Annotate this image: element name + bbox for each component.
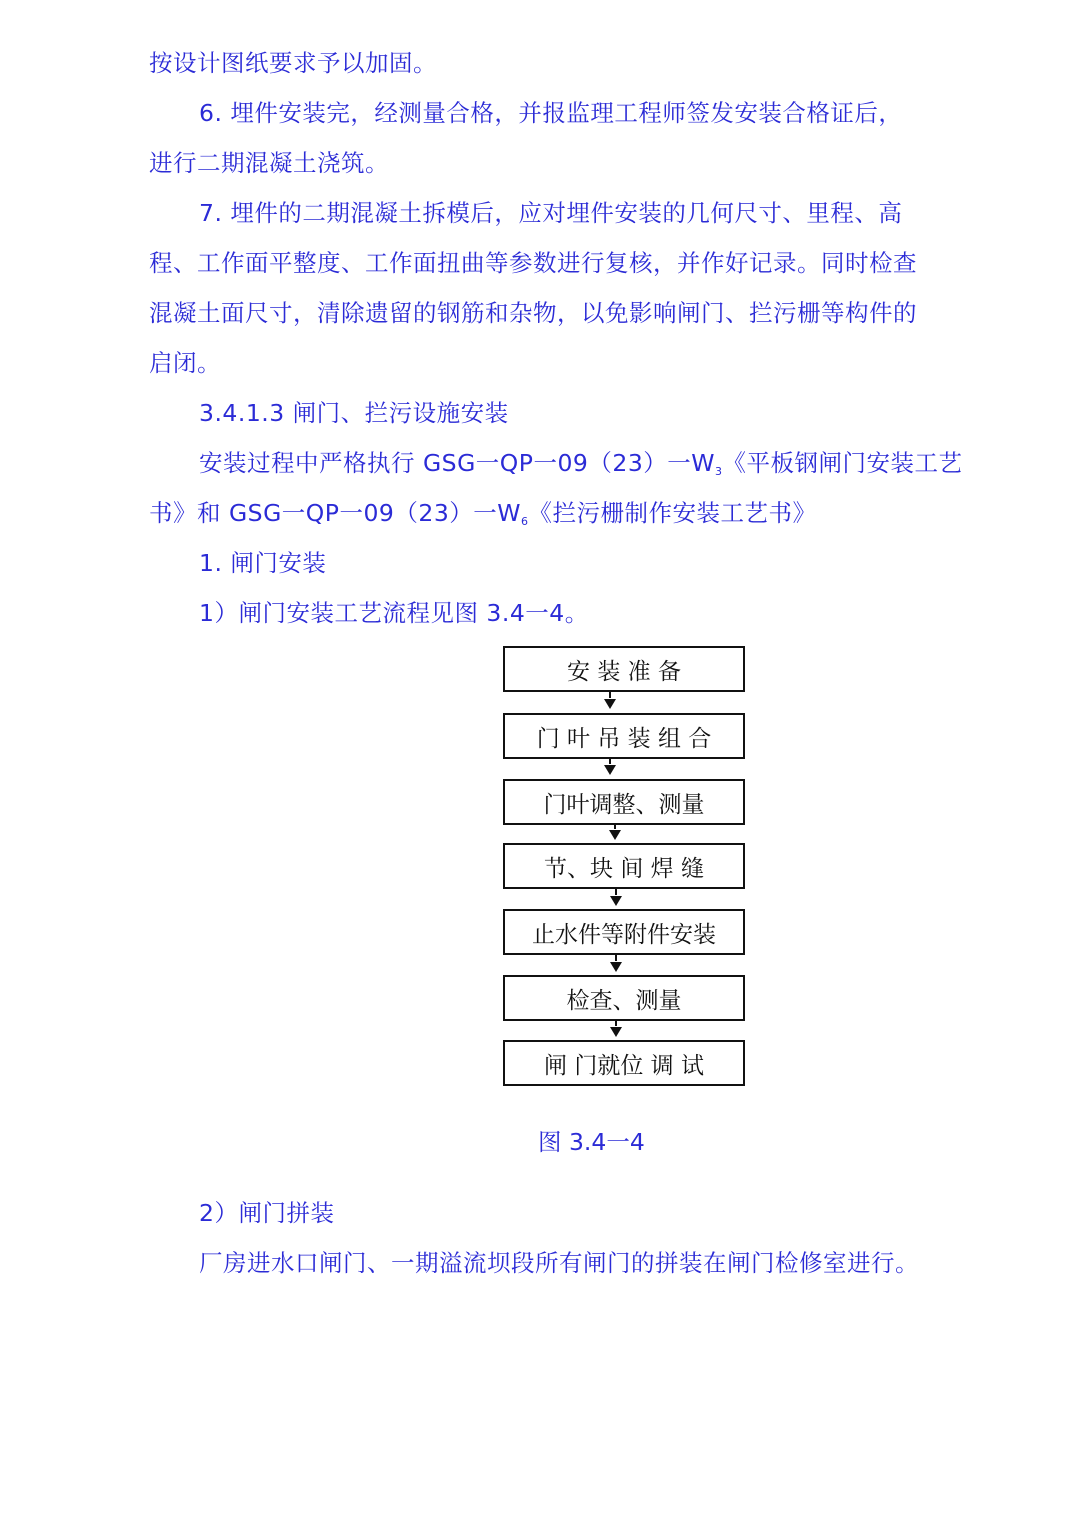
arrow-stem <box>614 825 616 829</box>
arrow-stem <box>609 692 611 698</box>
paragraph-line: 程、工作面平整度、工作面扭曲等参数进行复核，并作好记录。同时检查 <box>149 249 917 277</box>
down-arrow-icon <box>610 1027 622 1037</box>
paragraph-line <box>149 498 817 537</box>
flowchart-step: 检查、测量 <box>503 975 745 1021</box>
flowchart-step: 闸 门就位 调 试 <box>503 1040 745 1086</box>
paragraph-line: 混凝土面尺寸，清除遗留的钢筋和杂物，以免影响闸门、拦污栅等构件的 <box>149 299 917 327</box>
section-heading: 3.4.1.3 闸门、拦污设施安装 <box>199 399 509 427</box>
paragraph-line: 启闭。 <box>149 349 221 377</box>
paragraph-line: 进行二期混凝土浇筑。 <box>149 149 389 177</box>
text-run: 安装过程中严格执行 GSG一QP一09（23）一W <box>199 449 716 477</box>
flowchart-step: 门叶调整、测量 <box>503 779 745 825</box>
arrow-stem <box>615 1021 617 1026</box>
list-item: 2）闸门拼装 <box>199 1199 335 1227</box>
paragraph-line: 厂房进水口闸门、一期溢流坝段所有闸门的拼装在闸门检修室进行。 <box>199 1249 919 1277</box>
down-arrow-icon <box>610 962 622 972</box>
paragraph-line: 按设计图纸要求予以加固。 <box>149 49 437 77</box>
down-arrow-icon <box>609 830 621 840</box>
text-run: 《平板钢闸门安装工艺 <box>722 449 963 477</box>
arrow-stem <box>609 759 611 764</box>
subscript: 6 <box>521 515 529 528</box>
down-arrow-icon <box>604 765 616 775</box>
flowchart-step: 止水件等附件安装 <box>503 909 745 955</box>
down-arrow-icon <box>604 699 616 709</box>
paragraph-line: 6. 埋件安装完，经测量合格，并报监理工程师签发安装合格证后， <box>199 99 903 127</box>
paragraph-line <box>199 448 963 487</box>
flowchart-step: 安 装 准 备 <box>503 646 745 692</box>
text-run: 《拦污栅制作安装工艺书》 <box>528 499 817 527</box>
arrow-stem <box>615 889 617 895</box>
arrow-stem <box>615 955 617 961</box>
flowchart-step: 节、块 间 焊 缝 <box>503 843 745 889</box>
text-run: 书》和 GSG一QP一09（23）一W <box>149 499 522 527</box>
subscript: 3 <box>715 465 723 478</box>
flowchart-step: 门 叶 吊 装 组 合 <box>503 713 745 759</box>
figure-caption: 图 3.4一4 <box>538 1128 645 1156</box>
list-item: 1）闸门安装工艺流程见图 3.4一4。 <box>199 599 589 627</box>
down-arrow-icon <box>610 896 622 906</box>
list-item: 1. 闸门安装 <box>199 549 327 577</box>
paragraph-line: 7. 埋件的二期混凝土拆模后，应对埋件安装的几何尺寸、里程、高 <box>199 199 903 227</box>
